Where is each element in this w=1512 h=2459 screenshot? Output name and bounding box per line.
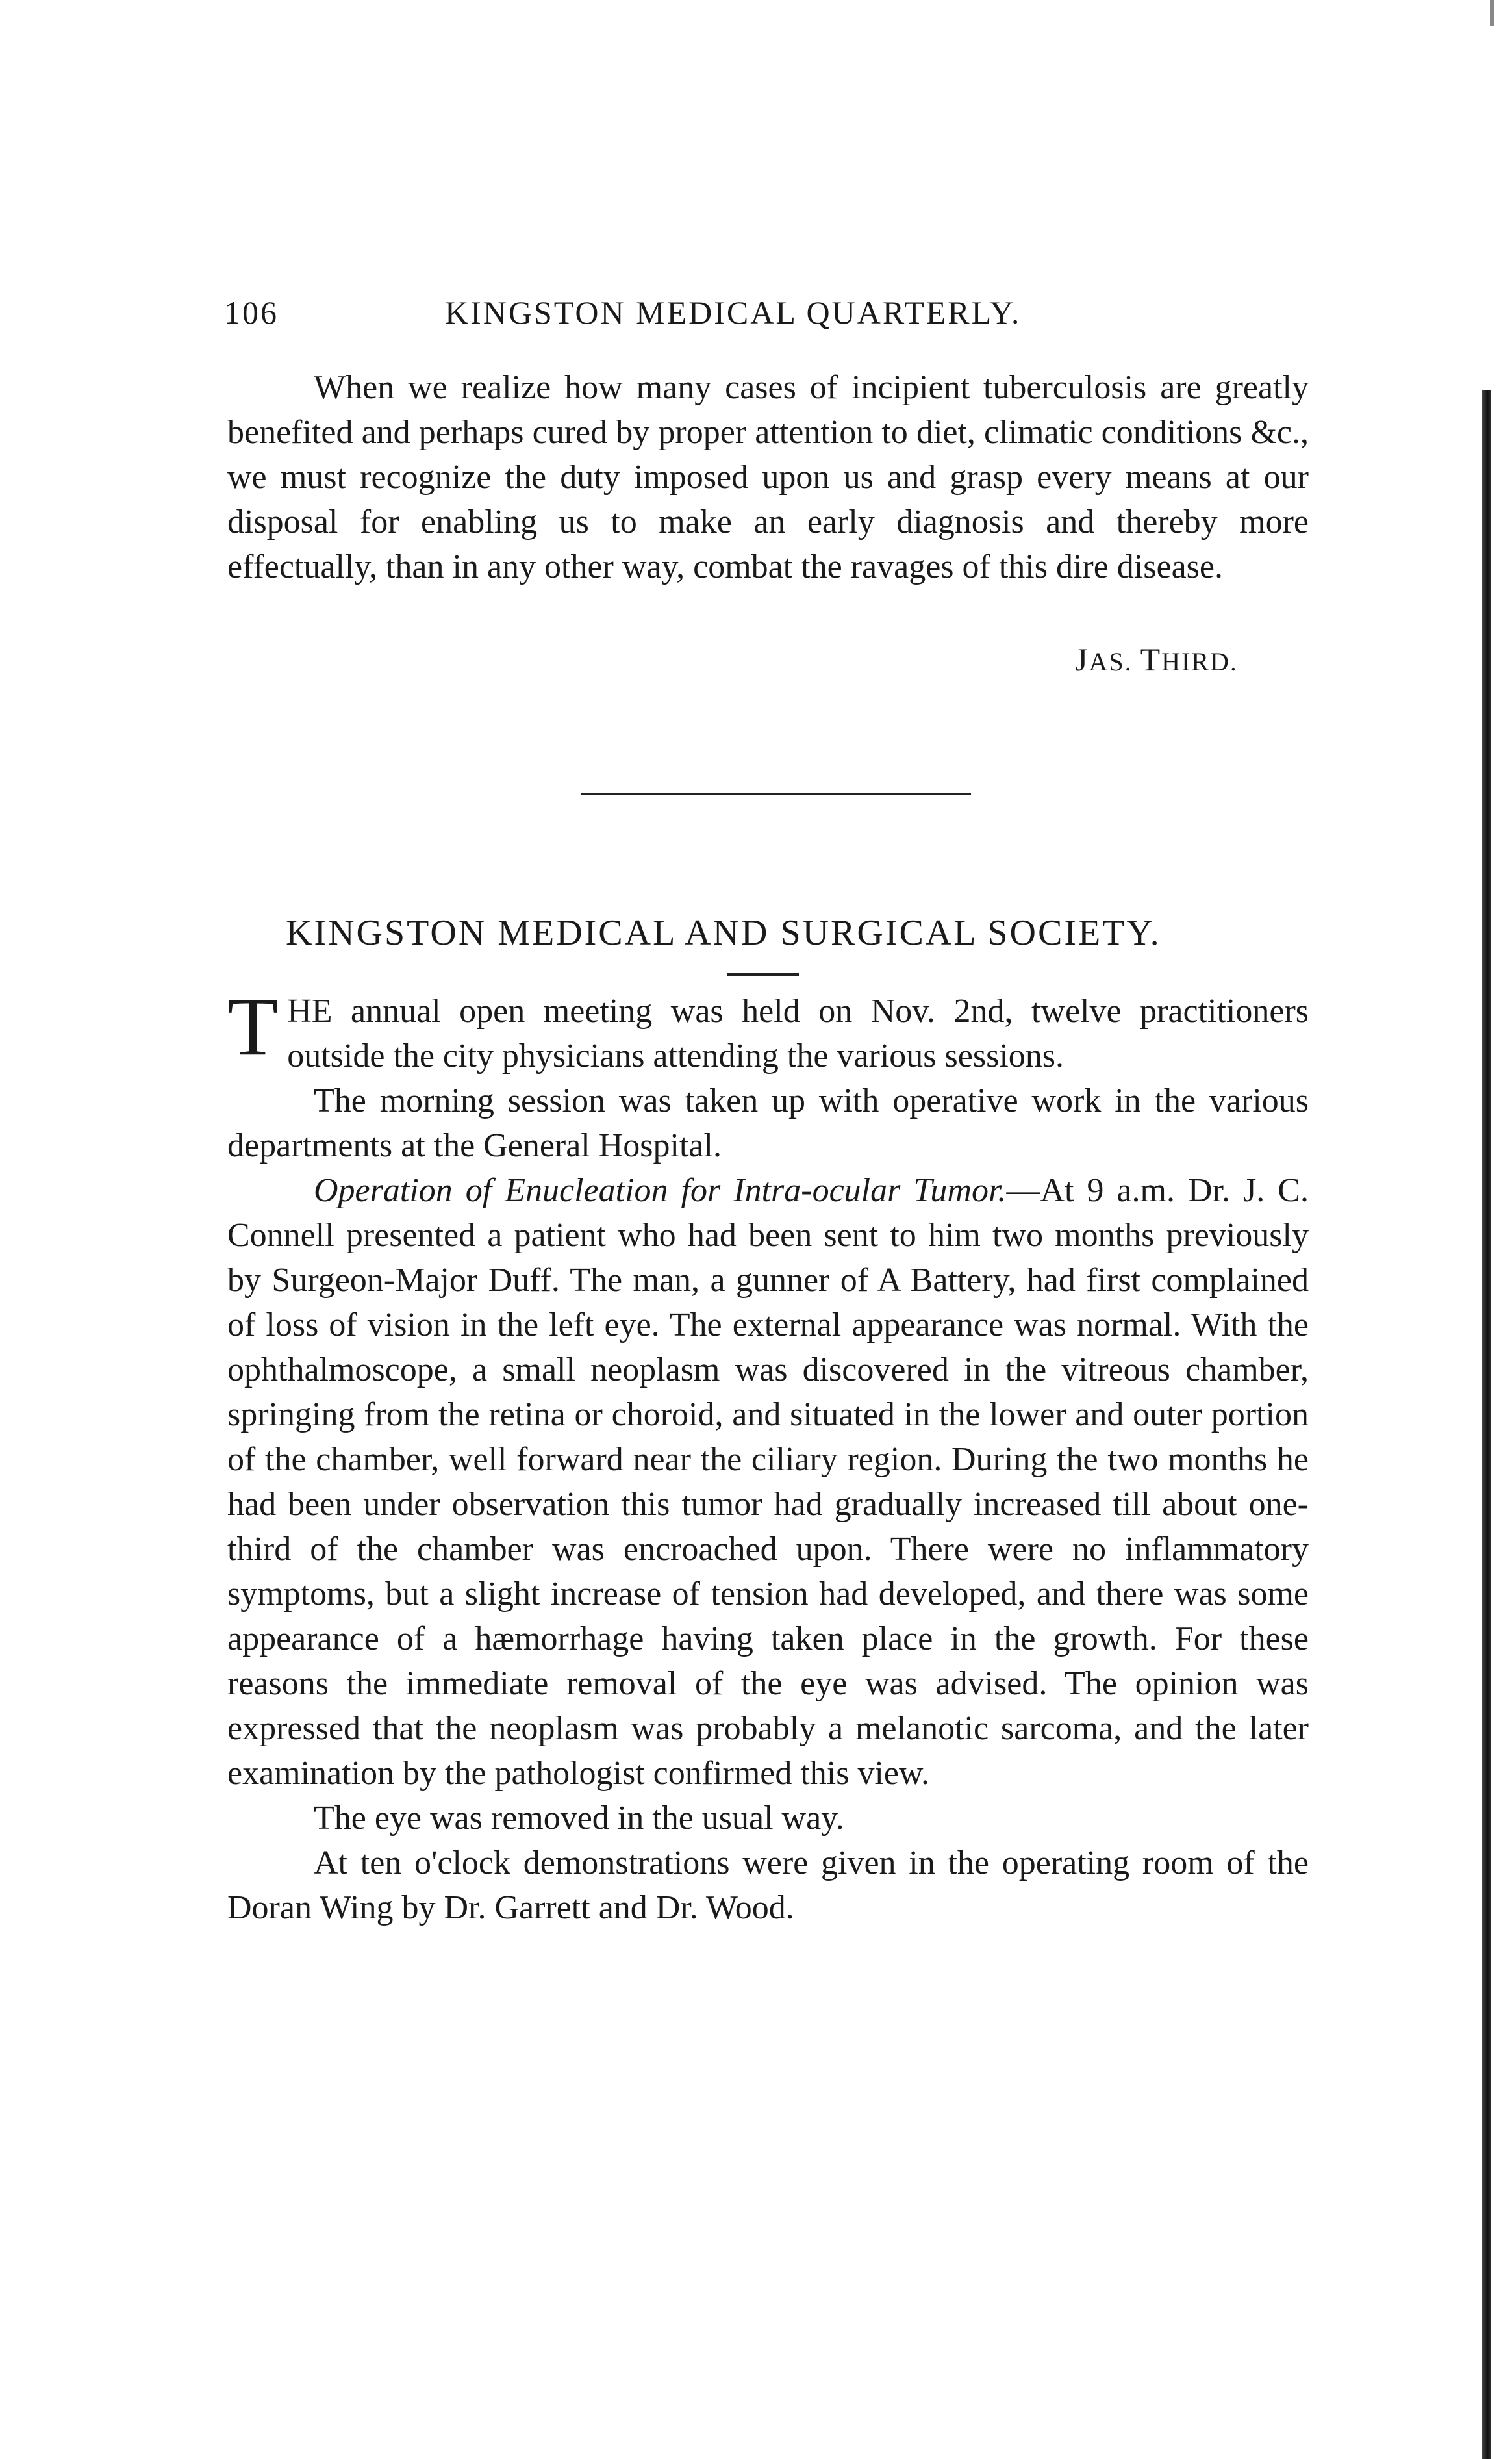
operation-title: Operation of Enucleation for Intra-ocular Tumor. bbox=[314, 1172, 1007, 1209]
running-header bbox=[224, 294, 1133, 333]
author-signature bbox=[1075, 641, 1238, 678]
paragraph-eye-removed: The eye was removed in the usual way. bbox=[314, 1800, 844, 1837]
section-heading: KINGSTON MEDICAL AND SURGICAL SOCIETY. bbox=[286, 913, 1161, 953]
society-report bbox=[227, 980, 1309, 1930]
paragraph-demonstrations: At ten o'clock demonstrations were given in the operating room of the Doran Wing by Dr. Garrett and Dr. Wood. bbox=[227, 1844, 1309, 1926]
drop-cap: T bbox=[227, 980, 279, 1073]
signature-surname-initial: T bbox=[1140, 641, 1162, 678]
signature-surname-rest: HIRD. bbox=[1161, 647, 1238, 676]
essay-conclusion bbox=[227, 365, 1309, 589]
operation-text: —At 9 a.m. Dr. J. C. Connell presented a patient who had been sent to him two months previously by Surgeon-Major Duff. The man, a gunner of A Battery, had first complained of loss of vision in the left eye. The external appearance was normal. With the ophthalmoscope, a small neoplasm was discovered in the vitreous chamber, springing from the retina or choroid, and situated in the lower and outer portion of the chamber, well forward near the ciliary region. During the two months he had been under observation this tumor had gradually increased till about one-third of the chamber was encroached upon. There were no inflammatory symptoms, but a slight increase of tension had developed, and there was some appearance of a hæmorrhage having taken place in the growth. For these reasons the immediate removal of the eye was advised. The opinion was expressed that the neoplasm was probably a melanotic sarcoma, and the later examination by the pathologist confirmed this view. bbox=[227, 1172, 1309, 1792]
section-divider bbox=[581, 793, 971, 795]
signature-initial: J bbox=[1075, 641, 1089, 678]
paragraph-intro bbox=[227, 980, 1309, 1078]
essay-paragraph: When we realize how many cases of incipient tuberculosis are greatly benefited and perhaps cured by proper attention to diet, climatic conditions &c., we must recognize the duty imposed upon us and grasp every means at our disposal for enabling us to make an early diagnosis and thereby more effectually, than in any other way, combat the ravages of this dire disease. bbox=[227, 369, 1309, 585]
page-number: 106 bbox=[224, 294, 279, 331]
intro-text: HE annual open meeting was held on Nov. 2nd, twelve practitioners outside the city physicians attending the various sessions. bbox=[287, 993, 1309, 1075]
heading-rule bbox=[727, 973, 799, 976]
page-edge-shadow bbox=[1482, 390, 1491, 2459]
paragraph-operation bbox=[227, 1168, 1309, 1796]
running-title: KINGSTON MEDICAL QUARTERLY. bbox=[445, 294, 1022, 331]
signature-rest: AS. bbox=[1089, 647, 1140, 676]
paragraph-morning-session: The morning session was taken up with operative work in the various departments at the General Hospital. bbox=[227, 1082, 1309, 1164]
page-edge-mark bbox=[1490, 0, 1494, 26]
